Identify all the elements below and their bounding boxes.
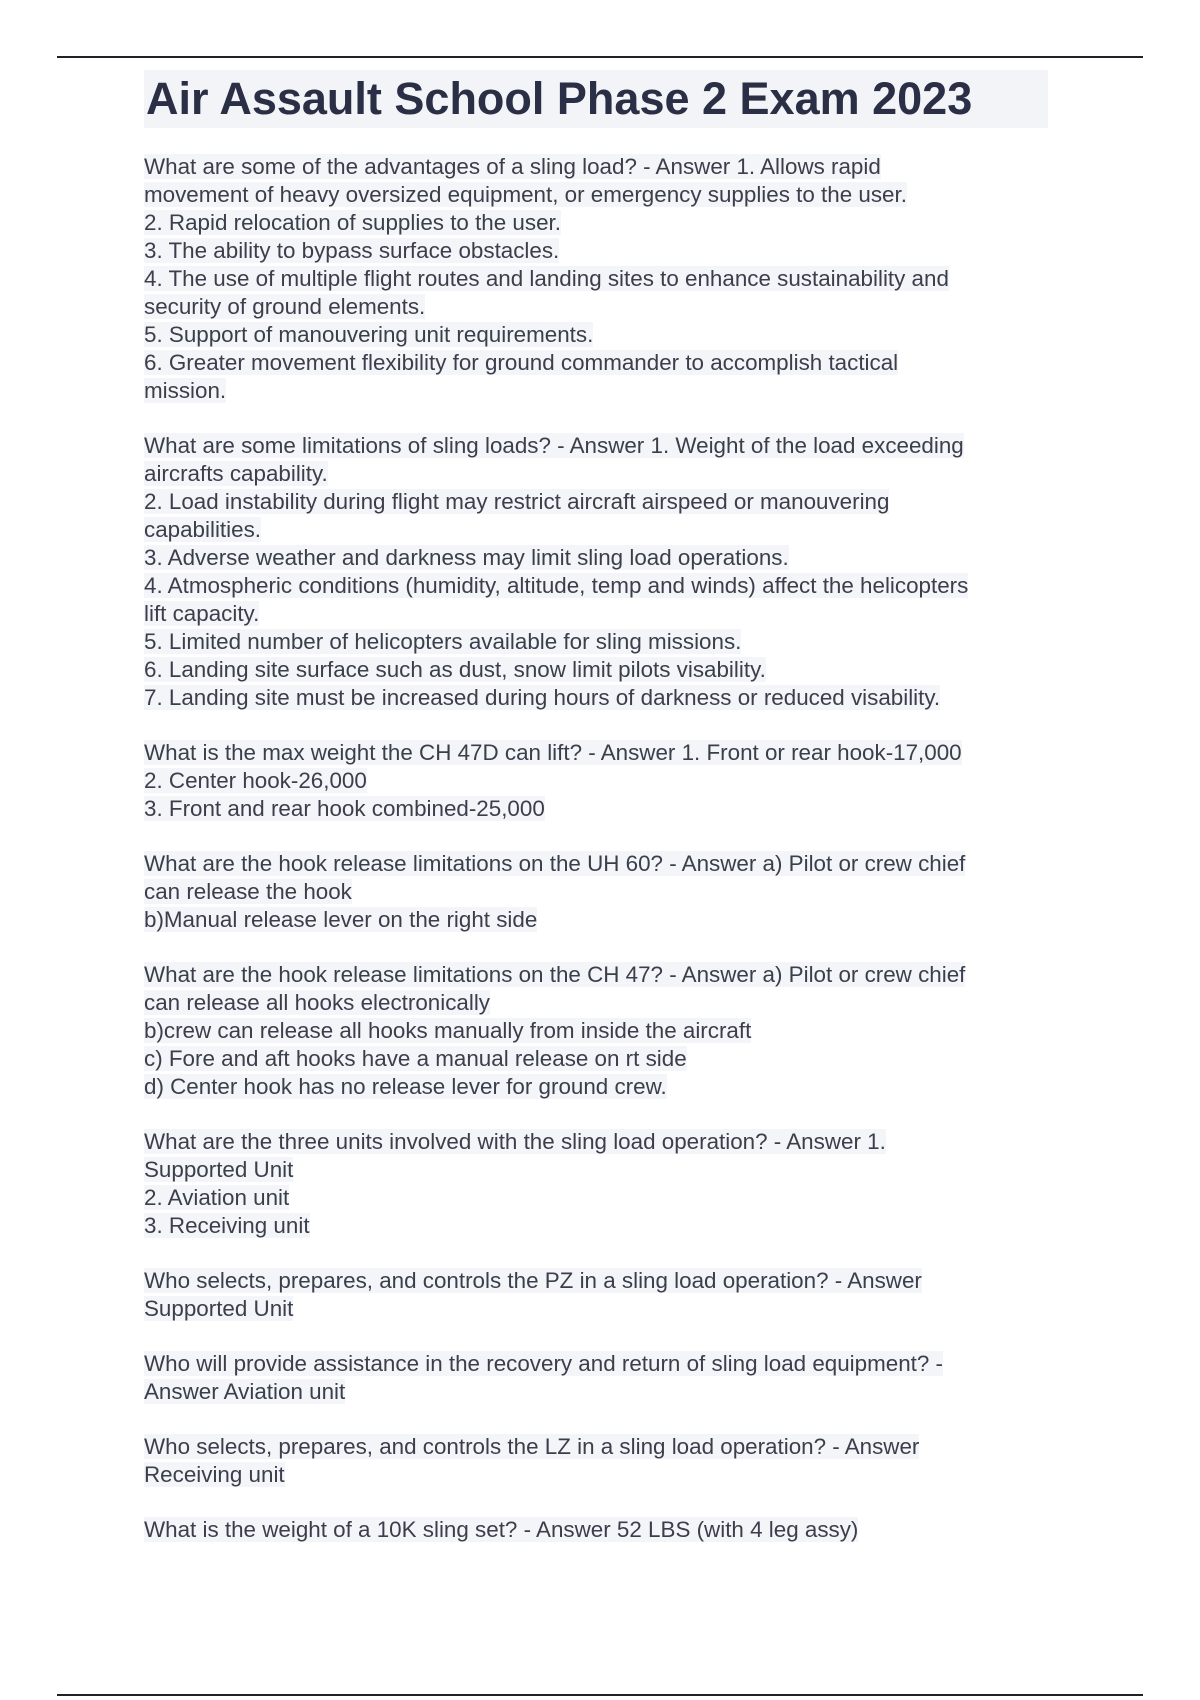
qa-line-text: can release the hook (144, 879, 352, 904)
qa-line-text: 7. Landing site must be increased during hours of darkness or reduced visability. (144, 685, 941, 710)
qa-item (144, 961, 1050, 1101)
qa-line-text: What is the weight of a 10K sling set? - Answer 52 LBS (with 4 leg assy) (144, 1517, 859, 1542)
qa-item (144, 1350, 1050, 1406)
qa-line-text: Receiving unit (144, 1462, 285, 1487)
qa-line (144, 349, 1050, 377)
qa-line (144, 237, 1050, 265)
qa-line-text: 3. Receiving unit (144, 1213, 310, 1238)
qa-line (144, 1295, 1050, 1323)
qa-item (144, 153, 1050, 405)
qa-line (144, 1017, 1050, 1045)
qa-line (144, 516, 1050, 544)
qa-line (144, 850, 1050, 878)
qa-line (144, 432, 1050, 460)
qa-line-text: 2. Center hook-26,000 (144, 768, 367, 793)
qa-line (144, 293, 1050, 321)
qa-line-text: 6. Greater movement flexibility for ground commander to accomplish tactical (144, 350, 899, 375)
qa-line (144, 1461, 1050, 1489)
qa-line-text: Who selects, prepares, and controls the LZ in a sling load operation? - Answer (144, 1434, 920, 1459)
qa-item (144, 1516, 1050, 1544)
qa-line (144, 906, 1050, 934)
bottom-rule (57, 1694, 1143, 1696)
qa-line-text: 2. Aviation unit (144, 1185, 290, 1210)
qa-line (144, 1156, 1050, 1184)
qa-line-text: Supported Unit (144, 1296, 294, 1321)
qa-line (144, 1073, 1050, 1101)
qa-line-text: What are some of the advantages of a sling load? - Answer 1. Allows rapid (144, 154, 881, 179)
page-title: Air Assault School Phase 2 Exam 2023 (144, 70, 1048, 128)
qa-line (144, 878, 1050, 906)
qa-line-text: 3. Front and rear hook combined-25,000 (144, 796, 545, 821)
qa-line (144, 961, 1050, 989)
qa-line-text: 2. Rapid relocation of supplies to the user. (144, 210, 561, 235)
qa-line-text: 4. Atmospheric conditions (humidity, altitude, temp and winds) affect the helicopters (144, 573, 969, 598)
qa-line-text: c) Fore and aft hooks have a manual release on rt side (144, 1046, 687, 1071)
qa-line-text: What is the max weight the CH 47D can lift? - Answer 1. Front or rear hook-17,000 (144, 740, 962, 765)
qa-line (144, 544, 1050, 572)
qa-line-text: 4. The use of multiple flight routes and landing sites to enhance sustainability and (144, 266, 949, 291)
qa-line-text: mission. (144, 378, 227, 403)
qa-line (144, 1433, 1050, 1461)
qa-line (144, 1212, 1050, 1240)
qa-line (144, 377, 1050, 405)
qa-line-text: What are the hook release limitations on the CH 47? - Answer a) Pilot or crew chief (144, 962, 966, 987)
qa-line (144, 684, 1050, 712)
qa-list (144, 153, 1050, 1571)
qa-line (144, 989, 1050, 1017)
qa-line-text: 2. Load instability during flight may restrict aircraft airspeed or manouvering (144, 489, 890, 514)
qa-line-text: b)Manual release lever on the right side (144, 907, 538, 932)
qa-line (144, 1184, 1050, 1212)
qa-line-text: 6. Landing site surface such as dust, snow limit pilots visability. (144, 657, 766, 682)
qa-line-text: What are the hook release limitations on the UH 60? - Answer a) Pilot or crew chief (144, 851, 966, 876)
qa-line-text: What are some limitations of sling loads? - Answer 1. Weight of the load exceeding (144, 433, 964, 458)
qa-line (144, 1516, 1050, 1544)
qa-item (144, 1267, 1050, 1323)
qa-line (144, 1350, 1050, 1378)
qa-line-text: Who will provide assistance in the recovery and return of sling load equipment? - (144, 1351, 944, 1376)
qa-line-text: aircrafts capability. (144, 461, 328, 486)
qa-line (144, 488, 1050, 516)
qa-item (144, 1433, 1050, 1489)
qa-line (144, 1267, 1050, 1295)
qa-line (144, 572, 1050, 600)
qa-line (144, 181, 1050, 209)
qa-line-text: capabilities. (144, 517, 261, 542)
qa-line (144, 209, 1050, 237)
qa-line-text: Answer Aviation unit (144, 1379, 346, 1404)
qa-line-text: movement of heavy oversized equipment, or emergency supplies to the user. (144, 182, 907, 207)
qa-line-text: 5. Support of manouvering unit requirements. (144, 322, 594, 347)
qa-line (144, 460, 1050, 488)
qa-line-text: d) Center hook has no release lever for ground crew. (144, 1074, 667, 1099)
qa-line-text: 5. Limited number of helicopters available for sling missions. (144, 629, 742, 654)
qa-line (144, 600, 1050, 628)
qa-item (144, 432, 1050, 712)
qa-line (144, 656, 1050, 684)
qa-line (144, 767, 1050, 795)
qa-line (144, 628, 1050, 656)
qa-line (144, 1378, 1050, 1406)
qa-line (144, 795, 1050, 823)
qa-line-text: Who selects, prepares, and controls the PZ in a sling load operation? - Answer (144, 1268, 922, 1293)
qa-line-text: lift capacity. (144, 601, 260, 626)
qa-line (144, 739, 1050, 767)
qa-line (144, 1128, 1050, 1156)
qa-line-text: What are the three units involved with the sling load operation? - Answer 1. (144, 1129, 886, 1154)
qa-item (144, 1128, 1050, 1240)
qa-line-text: b)crew can release all hooks manually from inside the aircraft (144, 1018, 752, 1043)
qa-line-text: can release all hooks electronically (144, 990, 490, 1015)
qa-line (144, 1045, 1050, 1073)
qa-line (144, 153, 1050, 181)
qa-line-text: 3. The ability to bypass surface obstacles. (144, 238, 560, 263)
qa-line (144, 321, 1050, 349)
qa-line-text: 3. Adverse weather and darkness may limit sling load operations. (144, 545, 789, 570)
qa-line-text: security of ground elements. (144, 294, 426, 319)
qa-item (144, 739, 1050, 823)
qa-item (144, 850, 1050, 934)
qa-line (144, 265, 1050, 293)
qa-line-text: Supported Unit (144, 1157, 294, 1182)
top-rule (57, 56, 1143, 58)
